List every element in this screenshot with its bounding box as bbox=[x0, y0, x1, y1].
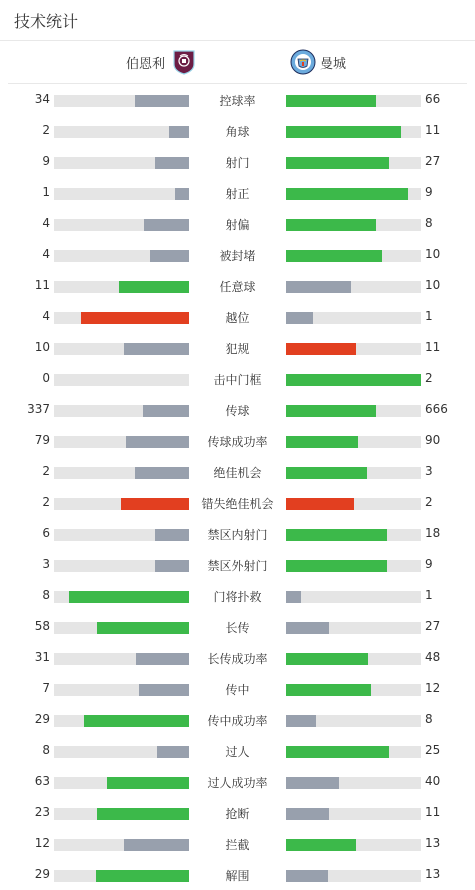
away-team-name: 曼城 bbox=[320, 56, 347, 72]
away-stat-value: 11 bbox=[425, 805, 441, 819]
home-stat-fill bbox=[121, 498, 189, 510]
stat-row bbox=[0, 115, 475, 146]
stat-row bbox=[0, 859, 475, 890]
away-stat-value: 11 bbox=[425, 340, 441, 354]
away-stat-bar bbox=[286, 95, 421, 107]
stat-row bbox=[0, 735, 475, 766]
stat-row bbox=[0, 394, 475, 425]
stat-row bbox=[0, 363, 475, 394]
home-stat-bar bbox=[54, 529, 189, 541]
home-stat-value: 2 bbox=[42, 123, 50, 137]
away-stat-bar bbox=[286, 498, 421, 510]
away-stat-fill bbox=[286, 374, 421, 386]
stat-label: 错失绝佳机会 bbox=[201, 497, 274, 511]
stat-row bbox=[0, 84, 475, 115]
away-stat-bar bbox=[286, 715, 421, 727]
away-stat-bar bbox=[286, 436, 421, 448]
stat-label: 抢断 bbox=[225, 807, 250, 821]
away-stat-bar bbox=[286, 622, 421, 634]
away-stat-fill bbox=[286, 591, 301, 603]
stat-row bbox=[0, 797, 475, 828]
away-stat-bar bbox=[286, 374, 421, 386]
stat-label: 角球 bbox=[225, 125, 250, 139]
home-stat-bar bbox=[54, 188, 189, 200]
home-team[interactable] bbox=[126, 49, 197, 75]
away-stat-fill bbox=[286, 622, 329, 634]
stat-row bbox=[0, 332, 475, 363]
home-stat-value: 9 bbox=[42, 154, 50, 168]
away-stat-fill bbox=[286, 653, 368, 665]
home-stat-value: 79 bbox=[34, 433, 50, 447]
away-stat-fill bbox=[286, 467, 367, 479]
home-stat-fill bbox=[119, 281, 189, 293]
home-stat-bar bbox=[54, 622, 189, 634]
home-stat-value: 337 bbox=[27, 402, 50, 416]
away-stat-value: 9 bbox=[425, 185, 433, 199]
home-stat-bar bbox=[54, 777, 189, 789]
away-stat-fill bbox=[286, 808, 329, 820]
away-stat-fill bbox=[286, 312, 313, 324]
home-stat-value: 4 bbox=[42, 247, 50, 261]
home-stat-fill bbox=[84, 715, 189, 727]
away-stat-fill bbox=[286, 250, 382, 262]
stat-label: 任意球 bbox=[219, 280, 256, 294]
home-stat-value: 29 bbox=[34, 712, 50, 726]
home-stat-bar bbox=[54, 436, 189, 448]
home-stat-value: 2 bbox=[42, 495, 50, 509]
stat-row bbox=[0, 456, 475, 487]
stat-row bbox=[0, 487, 475, 518]
home-stat-value: 10 bbox=[34, 340, 50, 354]
stat-label: 传中成功率 bbox=[207, 714, 268, 728]
away-stat-fill bbox=[286, 188, 408, 200]
home-stat-value: 4 bbox=[42, 309, 50, 323]
away-stat-value: 666 bbox=[425, 402, 448, 416]
away-stat-bar bbox=[286, 839, 421, 851]
away-stat-bar bbox=[286, 312, 421, 324]
stat-row bbox=[0, 642, 475, 673]
away-stat-value: 25 bbox=[425, 743, 441, 757]
home-stat-fill bbox=[155, 157, 189, 169]
away-stat-fill bbox=[286, 715, 316, 727]
away-stat-value: 27 bbox=[425, 619, 441, 633]
away-stat-value: 1 bbox=[425, 588, 433, 602]
stat-label: 射门 bbox=[225, 156, 250, 170]
away-stat-value: 12 bbox=[425, 681, 441, 695]
home-stat-value: 6 bbox=[42, 526, 50, 540]
home-stat-bar bbox=[54, 312, 189, 324]
away-stat-value: 13 bbox=[425, 867, 441, 881]
stats-list bbox=[0, 84, 475, 890]
away-stat-fill bbox=[286, 870, 328, 882]
stat-row bbox=[0, 177, 475, 208]
away-stat-fill bbox=[286, 219, 376, 231]
away-stat-bar bbox=[286, 343, 421, 355]
stat-row bbox=[0, 270, 475, 301]
away-stat-fill bbox=[286, 157, 389, 169]
home-stat-value: 3 bbox=[42, 557, 50, 571]
away-stat-fill bbox=[286, 405, 376, 417]
away-stat-bar bbox=[286, 529, 421, 541]
stat-row bbox=[0, 611, 475, 642]
away-stat-value: 66 bbox=[425, 92, 441, 106]
stat-row bbox=[0, 239, 475, 270]
away-stat-value: 1 bbox=[425, 309, 433, 323]
stat-row bbox=[0, 828, 475, 859]
away-stat-bar bbox=[286, 188, 421, 200]
away-stat-bar bbox=[286, 684, 421, 696]
away-stat-fill bbox=[286, 684, 371, 696]
away-stat-bar bbox=[286, 126, 421, 138]
home-stat-bar bbox=[54, 250, 189, 262]
stat-label: 禁区外射门 bbox=[207, 559, 268, 573]
home-stat-fill bbox=[135, 467, 189, 479]
away-stat-fill bbox=[286, 498, 354, 510]
stat-label: 长传 bbox=[225, 621, 250, 635]
stat-row bbox=[0, 673, 475, 704]
away-stat-value: 9 bbox=[425, 557, 433, 571]
home-stat-fill bbox=[124, 343, 189, 355]
home-stat-value: 63 bbox=[34, 774, 50, 788]
stat-label: 控球率 bbox=[219, 94, 256, 108]
stat-label: 击中门框 bbox=[213, 373, 262, 387]
stat-row bbox=[0, 766, 475, 797]
stat-label: 犯规 bbox=[225, 342, 250, 356]
teams-row bbox=[8, 41, 467, 84]
home-stat-value: 12 bbox=[34, 836, 50, 850]
home-stat-bar bbox=[54, 591, 189, 603]
away-stat-value: 40 bbox=[425, 774, 441, 788]
home-stat-fill bbox=[97, 808, 189, 820]
home-team-name: 伯恩利 bbox=[126, 56, 166, 72]
away-stat-value: 90 bbox=[425, 433, 441, 447]
home-stat-value: 23 bbox=[34, 805, 50, 819]
home-stat-value: 0 bbox=[42, 371, 50, 385]
home-stat-fill bbox=[96, 870, 189, 882]
page-title: 技术统计 bbox=[14, 12, 79, 31]
home-stat-bar bbox=[54, 95, 189, 107]
away-stat-bar bbox=[286, 281, 421, 293]
home-stat-bar bbox=[54, 405, 189, 417]
home-stat-fill bbox=[169, 126, 189, 138]
home-stat-value: 11 bbox=[34, 278, 50, 292]
away-stat-value: 10 bbox=[425, 278, 441, 292]
stat-row bbox=[0, 301, 475, 332]
away-stat-value: 2 bbox=[425, 495, 433, 509]
burnley-crest-icon bbox=[171, 49, 197, 75]
home-stat-fill bbox=[143, 405, 189, 417]
home-stat-bar bbox=[54, 808, 189, 820]
stat-row bbox=[0, 425, 475, 456]
home-stat-value: 4 bbox=[42, 216, 50, 230]
away-stat-fill bbox=[286, 746, 389, 758]
home-stat-fill bbox=[139, 684, 189, 696]
away-stat-bar bbox=[286, 405, 421, 417]
stat-label: 过人 bbox=[225, 745, 250, 759]
home-stat-fill bbox=[69, 591, 189, 603]
away-stat-value: 11 bbox=[425, 123, 441, 137]
away-stat-bar bbox=[286, 777, 421, 789]
away-stat-value: 48 bbox=[425, 650, 441, 664]
away-stat-bar bbox=[286, 467, 421, 479]
home-stat-fill bbox=[135, 95, 189, 107]
home-stat-bar bbox=[54, 653, 189, 665]
away-stat-bar bbox=[286, 219, 421, 231]
home-stat-value: 29 bbox=[34, 867, 50, 881]
home-stat-bar bbox=[54, 746, 189, 758]
home-stat-value: 58 bbox=[34, 619, 50, 633]
stat-label: 拦截 bbox=[225, 838, 250, 852]
away-stat-fill bbox=[286, 777, 339, 789]
stat-label: 被封堵 bbox=[219, 249, 256, 263]
stat-label: 禁区内射门 bbox=[207, 528, 268, 542]
home-stat-fill bbox=[97, 622, 189, 634]
stat-label: 越位 bbox=[225, 311, 250, 325]
away-stat-value: 2 bbox=[425, 371, 433, 385]
stat-label: 传球成功率 bbox=[207, 435, 268, 449]
home-stat-bar bbox=[54, 560, 189, 572]
stat-row bbox=[0, 518, 475, 549]
stat-row bbox=[0, 704, 475, 735]
stat-row bbox=[0, 146, 475, 177]
stat-label: 传球 bbox=[225, 404, 250, 418]
away-stat-value: 10 bbox=[425, 247, 441, 261]
away-stat-fill bbox=[286, 436, 358, 448]
home-stat-fill bbox=[136, 653, 189, 665]
home-stat-bar bbox=[54, 684, 189, 696]
away-stat-value: 3 bbox=[425, 464, 433, 478]
stat-row bbox=[0, 580, 475, 611]
home-stat-value: 8 bbox=[42, 588, 50, 602]
home-stat-value: 1 bbox=[42, 185, 50, 199]
home-stat-bar bbox=[54, 126, 189, 138]
stat-label: 射正 bbox=[225, 187, 250, 201]
home-stat-fill bbox=[126, 436, 189, 448]
away-stat-value: 13 bbox=[425, 836, 441, 850]
home-stat-bar bbox=[54, 157, 189, 169]
home-stat-fill bbox=[155, 560, 189, 572]
away-stat-value: 8 bbox=[425, 216, 433, 230]
away-team[interactable] bbox=[290, 49, 346, 75]
away-stat-fill bbox=[286, 839, 356, 851]
stat-row bbox=[0, 208, 475, 239]
away-stat-bar bbox=[286, 653, 421, 665]
home-stat-fill bbox=[150, 250, 189, 262]
home-stat-bar bbox=[54, 498, 189, 510]
away-stat-bar bbox=[286, 250, 421, 262]
away-stat-fill bbox=[286, 560, 387, 572]
home-stat-bar bbox=[54, 870, 189, 882]
home-stat-bar bbox=[54, 219, 189, 231]
away-stat-bar bbox=[286, 560, 421, 572]
home-stat-fill bbox=[155, 529, 189, 541]
stats-header bbox=[0, 0, 475, 41]
home-stat-fill bbox=[175, 188, 189, 200]
home-stat-bar bbox=[54, 374, 189, 386]
away-stat-value: 8 bbox=[425, 712, 433, 726]
away-stat-bar bbox=[286, 746, 421, 758]
home-stat-value: 31 bbox=[34, 650, 50, 664]
away-stat-fill bbox=[286, 95, 376, 107]
stat-label: 长传成功率 bbox=[207, 652, 268, 666]
away-stat-fill bbox=[286, 126, 401, 138]
away-stat-bar bbox=[286, 591, 421, 603]
stat-label: 过人成功率 bbox=[207, 776, 268, 790]
stat-label: 绝佳机会 bbox=[213, 466, 262, 480]
away-stat-bar bbox=[286, 808, 421, 820]
man-city-crest-icon bbox=[290, 49, 316, 75]
home-stat-fill bbox=[144, 219, 189, 231]
home-stat-bar bbox=[54, 281, 189, 293]
stat-label: 传中 bbox=[225, 683, 250, 697]
home-stat-bar bbox=[54, 839, 189, 851]
home-stat-bar bbox=[54, 343, 189, 355]
home-stat-bar bbox=[54, 467, 189, 479]
away-stat-value: 27 bbox=[425, 154, 441, 168]
away-stat-bar bbox=[286, 870, 421, 882]
away-stat-bar bbox=[286, 157, 421, 169]
home-stat-fill bbox=[107, 777, 189, 789]
stat-row bbox=[0, 549, 475, 580]
away-stat-value: 18 bbox=[425, 526, 441, 540]
home-stat-value: 7 bbox=[42, 681, 50, 695]
away-stat-fill bbox=[286, 529, 387, 541]
home-stat-fill bbox=[124, 839, 189, 851]
home-stat-bar bbox=[54, 715, 189, 727]
home-stat-fill bbox=[81, 312, 189, 324]
home-stat-value: 8 bbox=[42, 743, 50, 757]
stat-label: 射偏 bbox=[225, 218, 250, 232]
stat-label: 门将扑救 bbox=[213, 590, 262, 604]
home-stat-value: 2 bbox=[42, 464, 50, 478]
away-stat-fill bbox=[286, 281, 351, 293]
stat-label: 解围 bbox=[225, 869, 250, 883]
home-stat-fill bbox=[157, 746, 189, 758]
home-stat-value: 34 bbox=[34, 92, 50, 106]
away-stat-fill bbox=[286, 343, 356, 355]
